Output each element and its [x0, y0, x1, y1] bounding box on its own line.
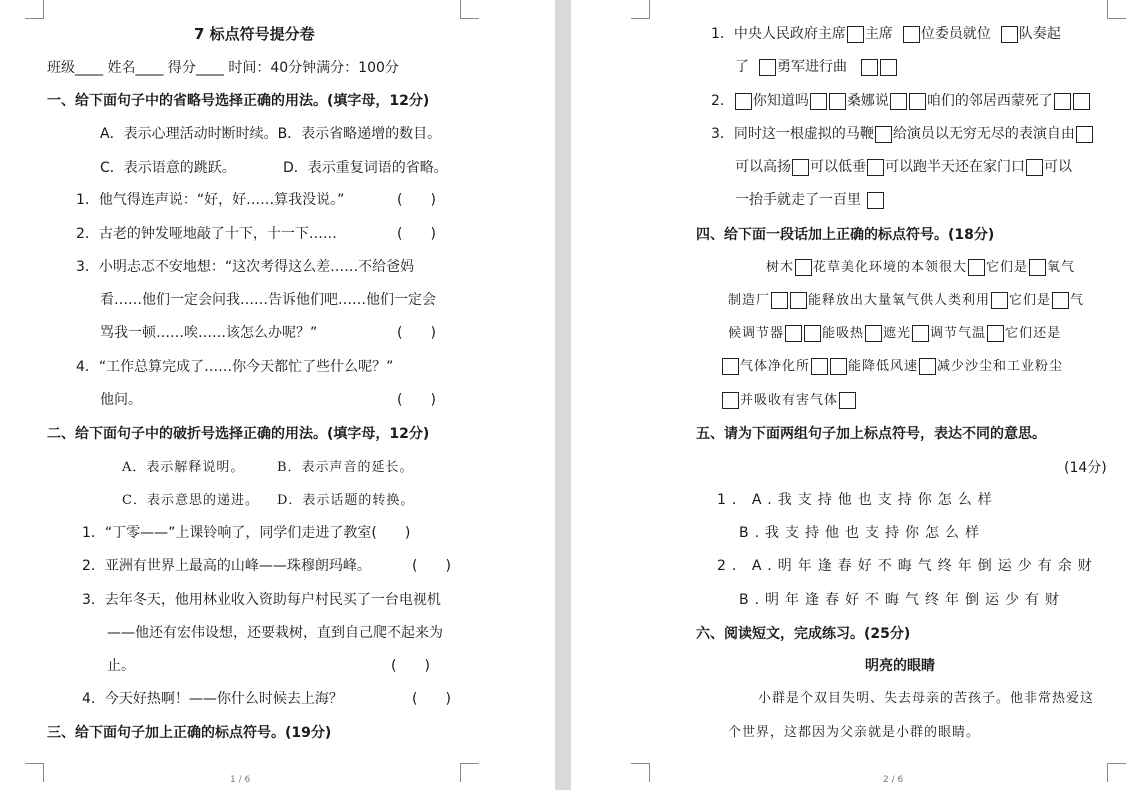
s3-q2-text: 桑娜说: [846, 93, 889, 109]
section-5-score: (14分): [1064, 460, 1107, 476]
s4-text: 制造厂: [728, 293, 771, 308]
s3-q3-text: 一抬手就走了一百里: [735, 192, 861, 208]
answer-box[interactable]: [1054, 93, 1071, 110]
s2-question-3-line-1: 3．去年冬天，他用林业收入资助每户村民买了一台电视机: [82, 592, 441, 608]
section-1-heading: 一、给下面句子中的省略号选择正确的用法。(填字母，12分): [47, 93, 430, 109]
crop-mark: [631, 0, 650, 19]
s3-q3-text: 3．同时这一根虚拟的马鞭: [711, 126, 874, 142]
answer-box[interactable]: [861, 59, 878, 76]
answer-box[interactable]: [1076, 126, 1093, 143]
s3-q3-text: 可以低垂: [810, 159, 866, 175]
answer-box[interactable]: [829, 93, 846, 110]
answer-box[interactable]: [847, 26, 864, 43]
s4-text: 氧气: [1047, 260, 1076, 275]
answer-paren[interactable]: ( ): [412, 691, 451, 707]
s1-question-4-line-2: 他问。: [100, 392, 142, 408]
answer-paren[interactable]: ( ): [397, 192, 436, 208]
s4-text: 能释放出大量氧气供人类利用: [808, 293, 991, 308]
s2-question-4: 4．今天好热啊！——你什么时候去上海？: [82, 691, 343, 707]
answer-box[interactable]: [968, 259, 985, 276]
s3-question-1-line-2: [735, 58, 898, 76]
answer-box[interactable]: [771, 292, 788, 309]
answer-box[interactable]: [875, 126, 892, 143]
s2-question-2: 2．亚洲有世界上最高的山峰——珠穆朗玛峰。: [82, 558, 371, 574]
page-title: 7 标点符号提分卷: [194, 25, 315, 43]
s3-question-2: [711, 92, 1091, 110]
s4-text: 它们是: [986, 260, 1029, 275]
option-d: D．表示重复词语的省略。: [283, 160, 448, 176]
answer-box[interactable]: [867, 192, 884, 209]
answer-box[interactable]: [830, 358, 847, 375]
s4-text: 调节气温: [930, 326, 987, 341]
answer-box[interactable]: [785, 325, 802, 342]
page-number: 2 / 6: [883, 775, 904, 785]
s4-line-1: [766, 259, 1075, 277]
option-c: C．表示意思的递进。: [122, 493, 259, 508]
answer-box[interactable]: [735, 93, 752, 110]
answer-box[interactable]: [867, 159, 884, 176]
answer-paren[interactable]: ( ): [391, 658, 430, 674]
s4-text: 能吸热: [822, 326, 865, 341]
answer-paren[interactable]: ( ): [397, 226, 436, 242]
section-6-heading: 六、阅读短文，完成练习。(25分): [696, 626, 911, 642]
s4-line-2: [728, 292, 1084, 310]
s2-question-1: 1．“丁零——”上课铃响了，同学们走进了教室( ): [82, 525, 411, 541]
s4-text: 它们是: [1009, 293, 1052, 308]
story-title: 明亮的眼睛: [865, 658, 935, 674]
answer-box[interactable]: [1026, 159, 1043, 176]
answer-box[interactable]: [811, 358, 828, 375]
s4-text: 花草美化环境的本领很大: [813, 260, 968, 275]
s4-text: 减少沙尘和工业粉尘: [937, 359, 1064, 374]
answer-box[interactable]: [722, 358, 739, 375]
answer-box[interactable]: [865, 325, 882, 342]
answer-box[interactable]: [795, 259, 812, 276]
s2-question-3-line-3: 止。: [107, 658, 135, 674]
page-number: 1 / 6: [230, 775, 251, 785]
s3-question-3-line-2: [735, 158, 1072, 176]
s3-question-3-line-1: [711, 125, 1094, 143]
section-2-heading: 二、给下面句子中的破折号选择正确的用法。(填字母，12分): [47, 426, 430, 442]
s3-q1-text: 位委员就位: [920, 26, 991, 42]
s4-text: 并吸收有害气体: [740, 393, 839, 408]
s5-question-1b: B.我支持他也支持你怎么样: [739, 525, 986, 541]
section-4-heading: 四、给下面一段话加上正确的标点符号。(18分): [696, 227, 995, 243]
s1-question-3-line-3: 骂我一顿……唉……该怎么办呢？”: [100, 325, 318, 341]
answer-paren[interactable]: ( ): [397, 392, 436, 408]
s4-text: 它们还是: [1005, 326, 1062, 341]
answer-box[interactable]: [1001, 26, 1018, 43]
answer-box[interactable]: [1029, 259, 1046, 276]
s1-question-3-line-2: 看……他们一定会问我……告诉他们吧……他们一定会: [100, 292, 436, 308]
answer-box[interactable]: [722, 392, 739, 409]
crop-mark: [1107, 0, 1126, 19]
s5-question-1a: 1．A.我支持他也支持你怎么样: [717, 492, 998, 508]
s3-q2-text: 你知道吗: [752, 93, 809, 109]
page-gutter: [555, 0, 571, 790]
answer-box[interactable]: [919, 358, 936, 375]
answer-box[interactable]: [903, 26, 920, 43]
answer-paren[interactable]: ( ): [412, 558, 451, 574]
s4-text: 候调节器: [728, 326, 785, 341]
s4-line-4: [721, 358, 1063, 376]
s4-text: 气体净化所: [740, 359, 811, 374]
s1-question-3-line-1: 3．小明忐忑不安地想：“这次考得这么差……不给爸妈: [76, 259, 415, 275]
crop-mark: [25, 0, 44, 19]
s5-question-2b: B.明年逢春好不晦气终年倒运少有财: [739, 592, 1066, 608]
s3-q1-text: 主席: [864, 26, 893, 42]
s3-q2-text: 2．: [711, 93, 734, 109]
s1-question-1: 1．他气得连声说：“好，好……算我没说。”: [76, 192, 345, 208]
option-b: B．表示声音的延长。: [277, 460, 414, 475]
answer-box[interactable]: [912, 325, 929, 342]
answer-box[interactable]: [909, 93, 926, 110]
option-a: A．表示解释说明。: [122, 460, 245, 475]
crop-mark: [1107, 763, 1126, 782]
s4-line-3: [728, 325, 1061, 343]
s1-question-2: 2．古老的钟发哑地敲了十下，十一下……: [76, 226, 337, 242]
s1-question-4-line-1: 4．“工作总算完成了……你今天都忙了些什么呢？”: [76, 359, 394, 375]
crop-mark: [25, 763, 44, 782]
crop-mark: [460, 763, 479, 782]
page-2: [571, 0, 1142, 790]
s3-q1-text: 1．中央人民政府主席: [711, 26, 846, 42]
section-3-heading: 三、给下面句子加上正确的标点符号。(19分): [47, 725, 332, 741]
s3-q1-text: 队奏起: [1018, 26, 1061, 42]
option-d: D．表示话题的转换。: [277, 493, 415, 508]
answer-paren[interactable]: ( ): [397, 325, 436, 341]
story-paragraph-line-2: 个世界，这都因为父亲就是小群的眼睛。: [728, 725, 981, 740]
s3-q3-text: 可以: [1044, 159, 1072, 175]
s3-q1-text: 勇军进行曲: [777, 59, 847, 75]
page-1: [0, 0, 555, 790]
s5-question-2a: 2．A.明年逢春好不晦气终年倒运少有余财: [717, 558, 1098, 574]
s3-question-1-line-1: [711, 25, 1061, 43]
s3-q2-text: 咱们的邻居西蒙死了: [926, 93, 1053, 109]
s3-q1-text: 了: [735, 59, 749, 75]
s3-question-3-line-3: [735, 191, 885, 209]
s4-line-5: [721, 392, 857, 410]
crop-mark: [631, 763, 650, 782]
answer-box[interactable]: [839, 392, 856, 409]
student-info-line: 班级____ 姓名____ 得分____ 时间：40分钟满分：100分: [47, 60, 399, 76]
answer-box[interactable]: [790, 292, 807, 309]
option-c: C．表示语意的跳跃。: [100, 160, 236, 176]
s4-text: 树木: [766, 260, 795, 275]
story-paragraph-line-1: 小群是个双目失明、失去母亲的苦孩子。他非常热爱这: [758, 691, 1095, 706]
s3-q3-text: 给演员以无穷无尽的表演自由: [892, 126, 1075, 142]
s2-question-3-line-2: ——他还有宏伟设想，还要栽树，直到自己爬不起来为: [107, 625, 443, 641]
answer-box[interactable]: [759, 59, 776, 76]
answer-box[interactable]: [792, 159, 809, 176]
answer-box[interactable]: [804, 325, 821, 342]
answer-box[interactable]: [987, 325, 1004, 342]
answer-box[interactable]: [880, 59, 897, 76]
s4-text: 气: [1070, 293, 1085, 308]
section-5-heading: 五、请为下面两组句子加上标点符号，表达不同的意思。: [696, 426, 1046, 442]
answer-box[interactable]: [991, 292, 1008, 309]
crop-mark: [460, 0, 479, 19]
s4-text: 遮光: [883, 326, 912, 341]
answer-box[interactable]: [1073, 93, 1090, 110]
s3-q3-text: 可以高扬: [735, 159, 791, 175]
answer-box[interactable]: [810, 93, 827, 110]
answer-box[interactable]: [890, 93, 907, 110]
option-ab: A．表示心理活动时断时续。B．表示省略递增的数目。: [100, 126, 442, 142]
answer-box[interactable]: [1052, 292, 1069, 309]
s4-text: 能降低风速: [848, 359, 919, 374]
s3-q3-text: 可以跑半天还在家门口: [885, 159, 1025, 175]
